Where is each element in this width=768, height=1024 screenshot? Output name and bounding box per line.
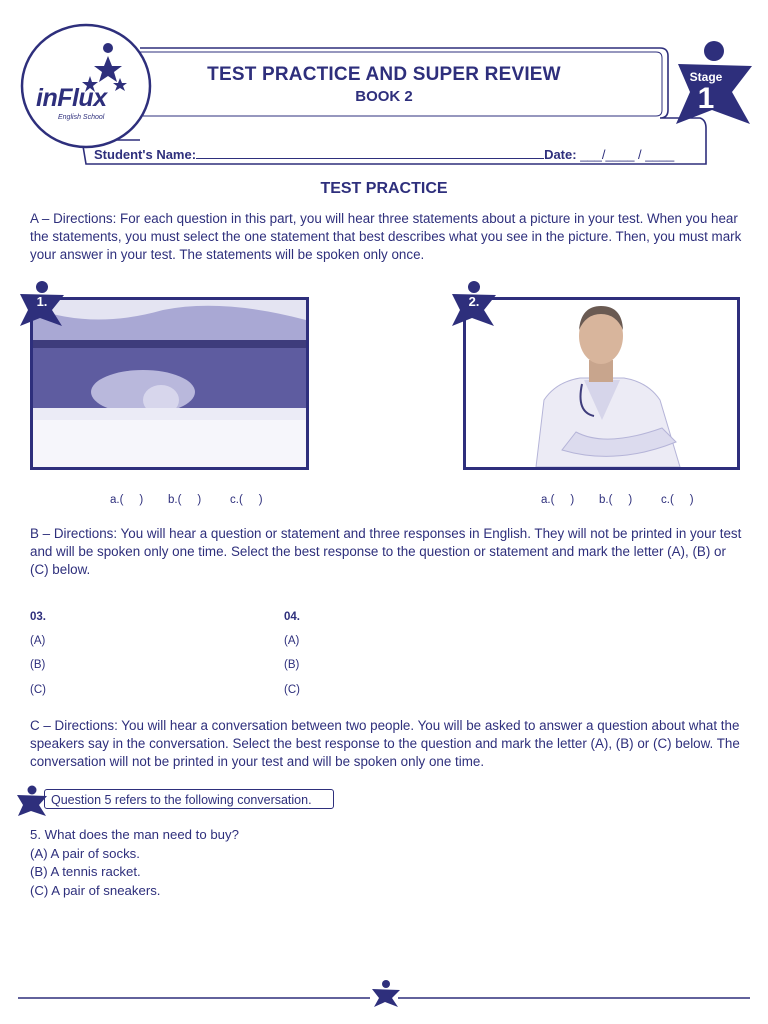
student-name-field[interactable]: [196, 146, 544, 159]
question-04-label: 04.: [284, 611, 300, 623]
item-1-option-b[interactable]: b.( ): [168, 494, 202, 506]
student-name-label: Student's Name:: [94, 147, 197, 162]
item-1-options: [110, 494, 263, 506]
item-2-option-c[interactable]: c.( ): [661, 494, 694, 506]
logo-subtext: English School: [58, 114, 105, 121]
item-1-option-c[interactable]: c.( ): [230, 494, 263, 506]
date-label: Date:: [544, 147, 577, 162]
question-03-option-b[interactable]: (B): [30, 659, 46, 671]
logo-text: inFlux: [36, 84, 107, 112]
date-field[interactable]: ___/____ / ____: [580, 147, 675, 162]
question-5-answer-b[interactable]: (B) A tennis racket.: [30, 864, 141, 880]
part-c-directions: C – Directions: You will hear a conversation between two people. You will be asked to answer a question about what the speakers say in the conversation. Select the best response to the question and mark the letter (A), (B) or (C) below. The conversation will not be printed in your test and will be spoken only one time.: [30, 718, 740, 770]
question-03-option-c[interactable]: (C): [30, 684, 46, 696]
question-04-option-a[interactable]: (A): [284, 635, 300, 647]
question-5-text: 5. What does the man need to buy?: [30, 827, 239, 842]
item-2-options: [541, 494, 694, 506]
question-5: [30, 826, 239, 900]
item-2-number: 2.: [468, 294, 480, 309]
page-subtitle: BOOK 2: [355, 88, 413, 105]
doctor-image: [466, 300, 737, 467]
item-1-badge: [18, 280, 66, 326]
stage-badge: [668, 40, 754, 126]
section-title: TEST PRACTICE: [320, 180, 448, 197]
question-5-answer-a[interactable]: (A) A pair of socks.: [30, 845, 140, 861]
stage-label: Stage: [689, 70, 723, 84]
photo-doctor: [463, 297, 740, 470]
conversation-banner: Question 5 refers to the following conversation.: [44, 789, 334, 809]
dog-under-bed-image: [33, 300, 306, 467]
stage-number: 1: [697, 82, 715, 115]
item-1-number: 1.: [36, 294, 48, 309]
item-1-option-a[interactable]: a.( ): [110, 494, 144, 506]
item-2-badge: [450, 280, 498, 326]
question-03-label: 03.: [30, 611, 46, 623]
part-a-directions: A – Directions: For each question in this part, you will hear three statements about a picture in your test. When you hear the statements, you must select the one statement that best describes what you see in the picture. Then, you must mark your answer in your test. The statements will be spoken only once.: [30, 211, 742, 263]
question-03-option-a[interactable]: (A): [30, 635, 46, 647]
student-info-row: [94, 146, 674, 162]
item-2-option-a[interactable]: a.( ): [541, 494, 575, 506]
logo: [20, 22, 152, 150]
item-2-option-b[interactable]: b.( ): [599, 494, 633, 506]
photo-dog-under-bed: [30, 297, 309, 470]
question-04-option-c[interactable]: (C): [284, 684, 300, 696]
part-b-directions: B – Directions: You will hear a question or statement and three responses in English. They will not be printed in your test and will be spoken only one time. Select the best response to the question or statement and mark the letter (A), (B) or (C) below.: [30, 526, 742, 578]
question-04-option-b[interactable]: (B): [284, 659, 300, 671]
footer-rule: [0, 978, 768, 1008]
page-title: TEST PRACTICE AND SUPER REVIEW: [207, 64, 561, 85]
question-5-answer-c[interactable]: (C) A pair of sneakers.: [30, 882, 161, 898]
